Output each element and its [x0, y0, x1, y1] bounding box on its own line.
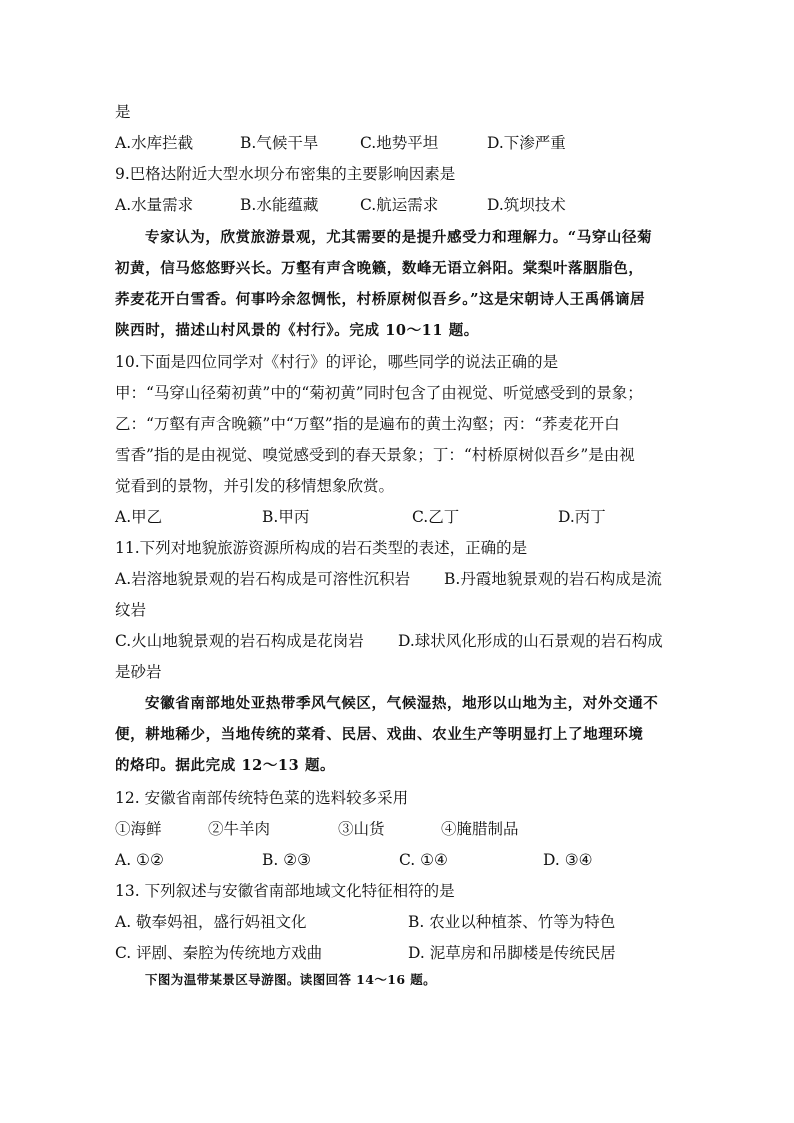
map-intro: 下图为温带某景区导游图。读图回答 14～16 题。 — [145, 972, 436, 987]
option-b: B.气候干旱 — [240, 134, 319, 152]
question-11-stem: 11.下列对地貌旅游资源所构成的岩石类型的表述，正确的是 — [115, 539, 528, 557]
question-10-text: 觉看到的景物，并引发的移情想象欣赏。 — [115, 477, 395, 495]
question-11-option-c: C.火山地貌景观的岩石构成是花岗岩 — [115, 632, 364, 650]
question-13-option-d: D. 泥草房和吊脚楼是传统民居 — [408, 944, 616, 962]
question-13-option-a: A. 敬奉妈祖，盛行妈祖文化 — [115, 913, 307, 931]
option-d: D. ③④ — [543, 851, 593, 869]
question-13-option-c: C. 评剧、秦腔为传统地方戏曲 — [115, 944, 323, 962]
question-10-text: 雪香”指的是由视觉、嗅觉感受到的春天景象；丁：“村桥原树似吾乡”是由视 — [115, 446, 635, 464]
option-b: B. ②③ — [262, 851, 312, 869]
question-11-option-b-cont: 纹岩 — [115, 601, 147, 619]
option-c: C.乙丁 — [412, 508, 460, 526]
question-9-stem: 9.巴格达附近大型水坝分布密集的主要影响因素是 — [115, 165, 456, 183]
item-3: ③山货 — [338, 820, 385, 838]
option-b: B.水能蕴藏 — [240, 196, 319, 214]
item-2: ②牛羊肉 — [208, 820, 271, 838]
passage-line: 专家认为，欣赏旅游景观，尤其需要的是提升感受力和理解力。“马穿山径菊 — [145, 229, 653, 246]
option-c: C. ①④ — [399, 851, 448, 869]
question-11-option-a: A.岩溶地貌景观的岩石构成是可溶性沉积岩 — [115, 570, 411, 588]
item-4: ④腌腊制品 — [441, 820, 519, 838]
question-13-stem: 13. 下列叙述与安徽省南部地域文化特征相符的是 — [115, 882, 455, 900]
option-a: A. ①② — [115, 851, 164, 869]
question-11-option-d: D.球状风化形成的山石景观的岩石构成 — [398, 632, 663, 650]
option-a: A.水量需求 — [115, 196, 194, 214]
option-c: C.地势平坦 — [360, 134, 439, 152]
question-12-stem: 12. 安徽省南部传统特色菜的选料较多采用 — [115, 789, 409, 807]
question-10-text: 乙：“万壑有声含晚籁”中“万壑”指的是遍布的黄土沟壑；丙：“荞麦花开白 — [115, 415, 620, 433]
passage-line: 荞麦花开白雪香。何事吟余忽惆怅，村桥原树似吾乡。”这是宋朝诗人王禹偁谪居 — [115, 291, 646, 308]
passage-line: 初黄，信马悠悠野兴长。万壑有声含晚籁，数峰无语立斜阳。棠梨叶落胭脂色， — [115, 260, 644, 277]
item-1: ①海鲜 — [115, 820, 162, 838]
question-10-text: 甲：“马穿山径菊初黄”中的“菊初黄”同时包含了由视觉、听觉感受到的景象； — [115, 384, 643, 402]
passage-line: 陕西时，描述山村风景的《村行》。完成 10～11 题。 — [115, 322, 479, 339]
passage-line: 便，耕地稀少，当地传统的菜肴、民居、戏曲、农业生产等明显打上了地理环境 — [115, 726, 644, 743]
question-11-option-d-cont: 是砂岩 — [115, 663, 162, 681]
option-d: D.丙丁 — [558, 508, 606, 526]
passage-line: 的烙印。据此完成 12～13 题。 — [115, 757, 336, 774]
option-b: B.甲丙 — [262, 508, 310, 526]
option-d: D.筑坝技术 — [487, 196, 566, 214]
passage-line: 安徽省南部地处亚热带季风气候区，气候湿热，地形以山地为主，对外交通不 — [145, 695, 659, 712]
option-c: C.航运需求 — [360, 196, 439, 214]
question-10-stem: 10.下面是四位同学对《村行》的评论，哪些同学的说法正确的是 — [115, 353, 559, 371]
question-8-stem-end: 是 — [115, 103, 131, 121]
option-a: A.甲乙 — [115, 508, 163, 526]
option-d: D.下渗严重 — [487, 134, 566, 152]
option-a: A.水库拦截 — [115, 134, 194, 152]
question-13-option-b: B. 农业以种植茶、竹等为特色 — [408, 913, 616, 931]
question-11-option-b: B.丹霞地貌景观的岩石构成是流 — [444, 570, 662, 588]
